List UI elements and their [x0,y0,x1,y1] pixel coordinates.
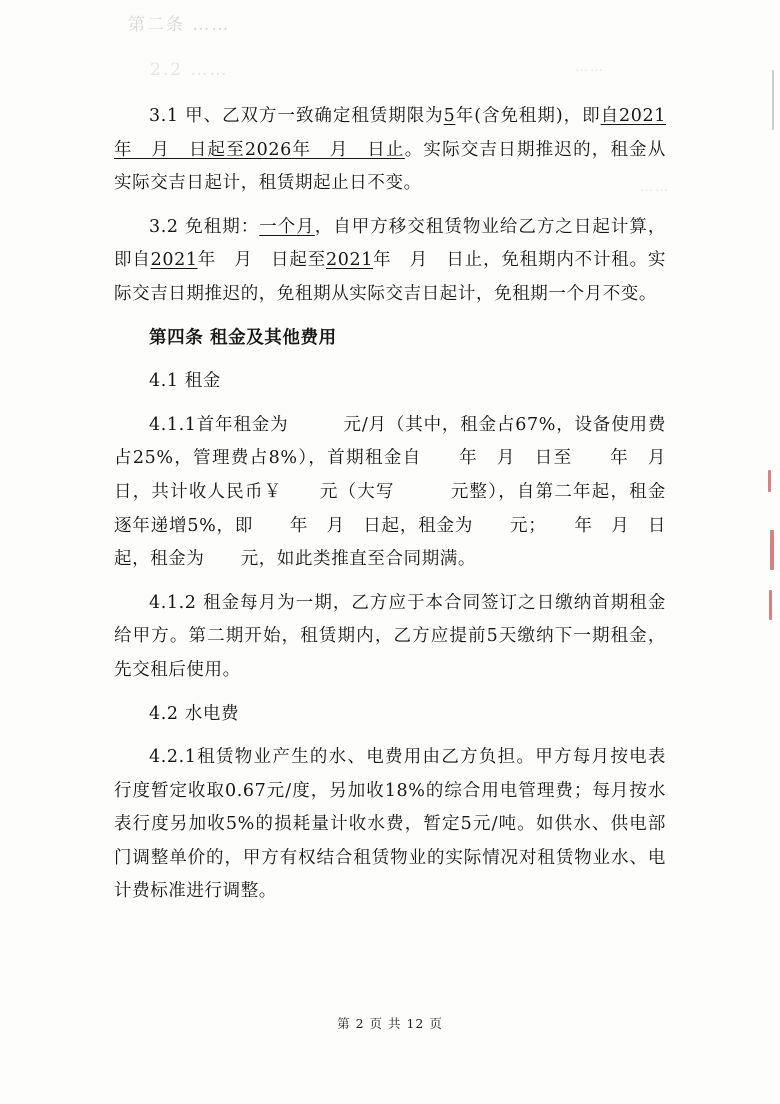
rent-free-period: 一个月 [259,216,315,237]
show-through-text: …… [575,60,605,75]
red-seal-edge-mark [769,590,772,620]
clause-4-2-1: 4.2.1租赁物业产生的水、电费用由乙方负担。甲方每月按电表行度暂定收取0.67元/度，另加收18%的综合用电管理费；每月按水表行度另加收5%的损耗量计收水费，暂定5元/吨。如供水、供电部门调整单价的，甲方有权结合租赁物业的实际情况对租赁物业水、电计费标准进行调整。 [114,747,666,902]
clause-4-1-2: 4.1.2 租金每月为一期，乙方应于本合同签订之日缴纳首期租金给甲方。第二期开始，租赁期内，乙方应提前5天缴纳下一期租金，先交租后使用。 [114,592,666,680]
clause-3-2-text: 3.2 免租期： [149,216,260,237]
contract-body [114,100,685,909]
clause-3-1 [114,100,666,201]
show-through-text: 第二条 …… [128,15,231,35]
red-seal-edge-mark [768,470,771,492]
lease-date-range: 自2021年 月 日起至2026年 月 日止 [114,106,666,160]
rent-free-end-year: 2021 [326,250,373,271]
clause-3-1-text: 。实际交吉日期推迟的，租金从实际交吉日起计，租赁期起止日不变。 [114,139,666,194]
clause-3-2-text: 年 月 日起至 [197,250,327,271]
clause-3-2-text: 年 月 日止，免租期内不计租。实际交吉日期推迟的，免租期从实际交吉日起计，免租期一个月不变。 [114,250,667,304]
rent-free-start-year: 2021 [150,250,198,271]
clause-3-2 [114,211,666,312]
clause-3-2-text: ，自甲方移交租赁物业给乙方之日起计算，即自 [114,216,666,271]
clause-3-1-text: 年(含免租期)，即 [455,106,601,126]
clause-3-1-text: 3.1 甲、乙双方一致确定租赁期限为 [149,106,444,126]
section-4-1-heading: 4.1 租金 [149,371,221,392]
red-seal-edge-mark [770,530,774,570]
article-4-heading: 第四条 租金及其他费用 [149,327,337,348]
section-4-2-heading: 4.2 水电费 [149,703,240,724]
page-footer: 第 2 页 共 12 页 [337,1016,443,1031]
scan-edge-mark [772,70,774,130]
show-through-text: …… [640,180,670,195]
show-through-text: 2.2 …… [150,60,229,80]
clause-4-1-1: 4.1.1首年租金为 元/月（其中，租金占67%，设备使用费占25%，管理费占8%），首期租金自 年 月 日至 年 月 日，共计收人民币￥ 元（大写 元整），自第二年起，租金逐年递增5%，即 年 月 日起，租金为 元； 年 月 日起，租金为 元，如此类推直至合同期满。 [114,414,685,570]
lease-years: 5 [443,106,456,126]
